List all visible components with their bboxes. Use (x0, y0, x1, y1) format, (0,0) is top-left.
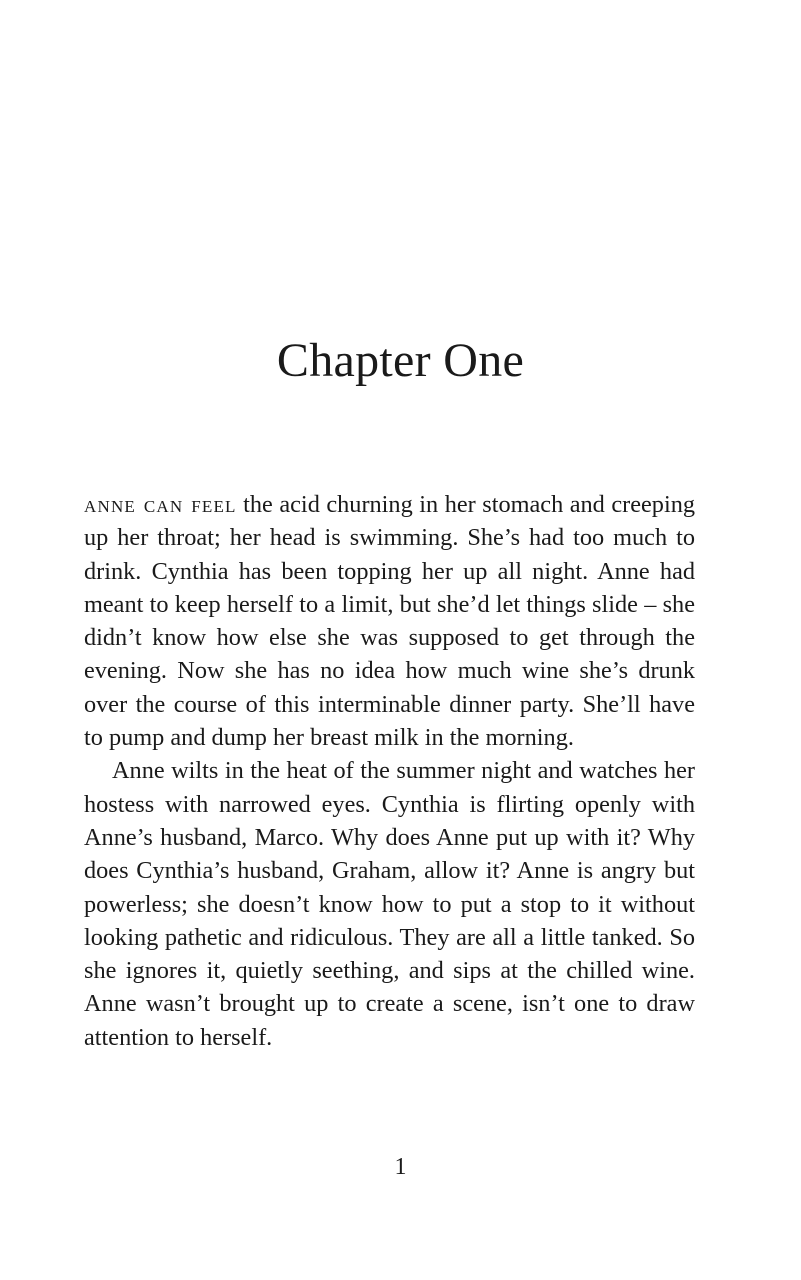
chapter-title: Chapter One (276, 334, 525, 387)
paragraph-1-text: the acid churning in her stomach and creeping up her throat; her head is swimming. She’s had too much to drink. Cynthia has been topping her up all night. Anne had meant to keep herself to a limit, but she’d let things slide – she didn’t know how else she was supposed to get through the evening. Now she has no idea how much wine she’s drunk over the course of this interminable dinner party. She’ll have to pump and dump her breast milk in the morning. (84, 491, 695, 752)
opening-words: anne can feel (84, 491, 237, 518)
page-number: 1 (394, 1154, 407, 1180)
chapter-body (84, 488, 695, 1054)
paragraph-1 (84, 488, 695, 754)
paragraph-2: Anne wilts in the heat of the summer night and watches her hostess with narrowed eyes. Cynthia is flirting openly with Anne’s husband, Marco. Why does Anne put up with it? Why does Cynthia’s husband, Graham, allow it? Anne is angry but powerless; she doesn’t know how to put a stop to it without looking pathetic and ridiculous. They are all a little tanked. So she ignores it, quietly seething, and sips at the chilled wine. Anne wasn’t brought up to create a scene, isn’t one to draw attention to herself. (84, 757, 695, 1051)
